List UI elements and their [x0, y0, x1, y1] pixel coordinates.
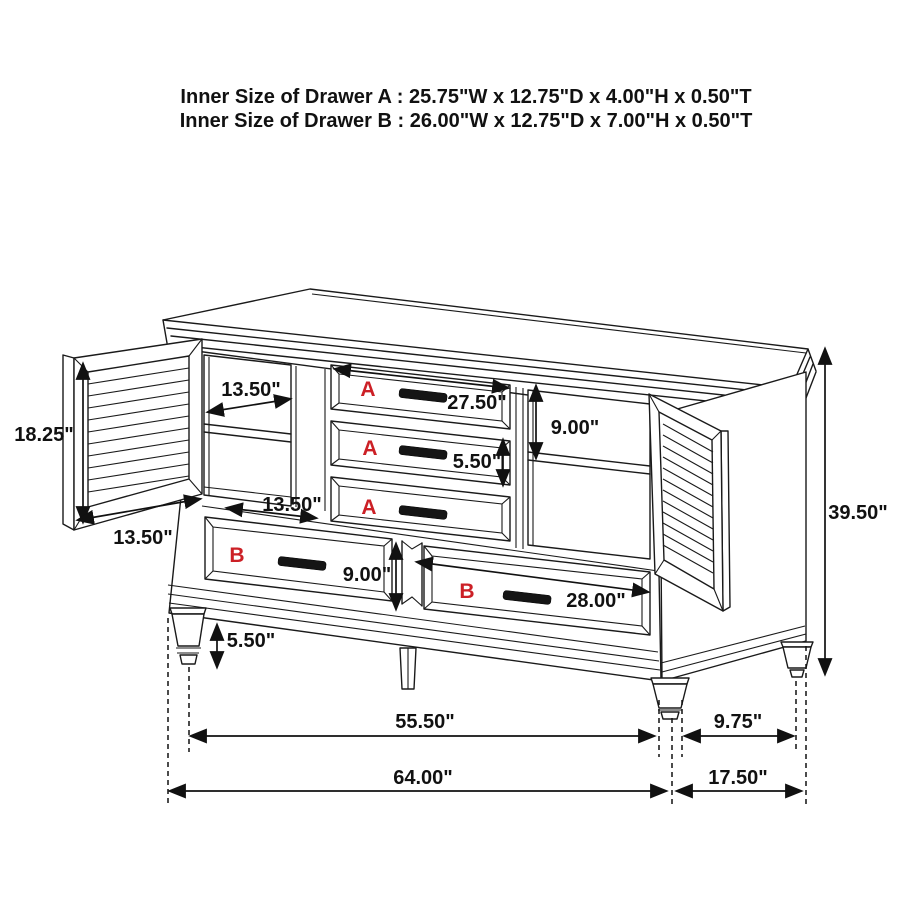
- dim-drawer-b-height: 9.00": [342, 564, 392, 586]
- right-compartment: [528, 390, 650, 559]
- label-drawer-a-3: A: [361, 496, 377, 519]
- dim-leg-height: 5.50": [226, 630, 276, 652]
- dim-door-height: 18.25": [14, 424, 74, 446]
- dim-side-leg-span: 9.75": [713, 711, 763, 733]
- leg-front-left: [170, 608, 206, 664]
- dim-total-depth: 17.50": [708, 767, 768, 789]
- dim-drawer-a-height: 5.50": [452, 451, 502, 473]
- dim-cubby-height: 9.00": [550, 417, 600, 439]
- dim-total-width: 64.00": [393, 767, 453, 789]
- dim-shelf-depth-top: 13.50": [221, 379, 281, 401]
- dim-shelf-depth-bottom: 13.50": [262, 494, 322, 516]
- dim-front-leg-span: 55.50": [395, 711, 455, 733]
- left-compartment: [204, 355, 291, 506]
- dim-total-height: 39.50": [828, 502, 888, 524]
- dim-drawer-a-width: 27.50": [447, 392, 507, 414]
- label-drawer-b-2: B: [459, 580, 475, 603]
- spec-line-drawer-a: Inner Size of Drawer A : 25.75"W x 12.75"D x 4.00"H x 0.50"T: [180, 86, 752, 108]
- label-drawer-b-1: B: [229, 544, 245, 567]
- dim-door-width: 13.50": [113, 527, 173, 549]
- label-drawer-a-1: A: [360, 378, 376, 401]
- leg-front-center: [400, 648, 416, 689]
- spec-line-drawer-b: Inner Size of Drawer B : 26.00"W x 12.75"D x 7.00"H x 0.50"T: [179, 110, 753, 132]
- dim-drawer-b-width: 28.00": [566, 590, 626, 612]
- leg-back-right: [781, 642, 813, 677]
- leg-front-right: [651, 678, 689, 719]
- label-drawer-a-2: A: [362, 437, 378, 460]
